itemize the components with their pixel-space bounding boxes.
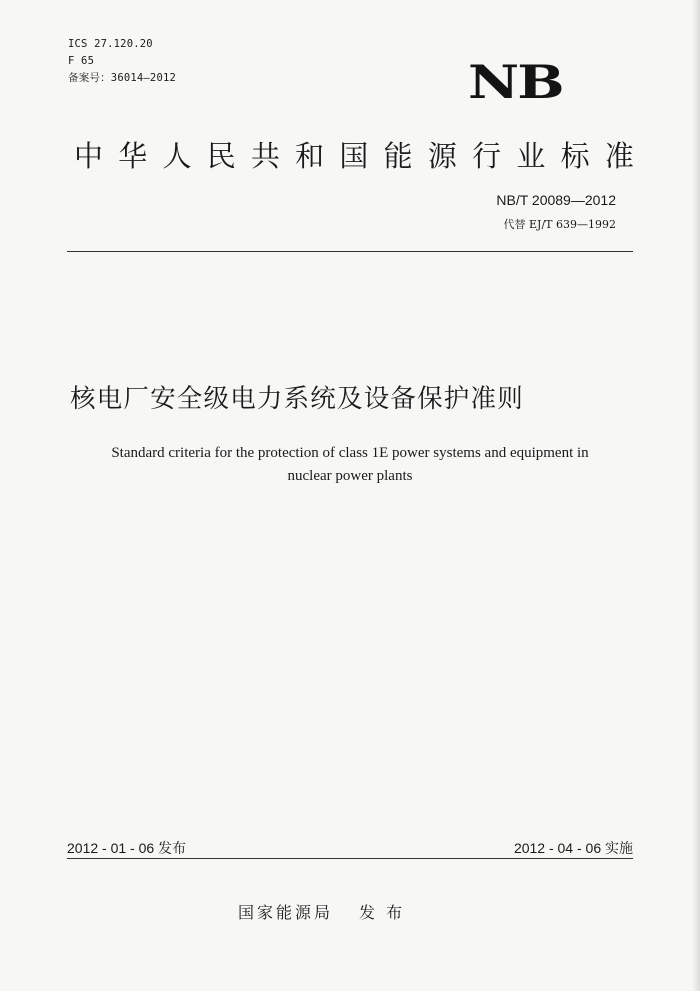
org-char: 华 bbox=[118, 139, 148, 173]
bottom-divider bbox=[67, 858, 633, 859]
standard-number: NB/T 20089—2012 bbox=[496, 192, 616, 208]
title-chinese: 核电厂安全级电力系统及设备保护准则 bbox=[70, 384, 524, 414]
top-divider bbox=[67, 251, 633, 252]
title-english-line-2: nuclear power plants bbox=[287, 468, 413, 484]
org-char: 业 bbox=[516, 139, 546, 173]
org-char: 人 bbox=[162, 139, 192, 173]
publisher-name: 国家能源局 bbox=[238, 903, 334, 922]
title-english bbox=[70, 442, 630, 488]
org-char: 行 bbox=[472, 139, 502, 173]
date-row bbox=[67, 838, 633, 858]
publisher-action: 发 布 bbox=[359, 903, 406, 922]
org-char: 能 bbox=[383, 139, 413, 173]
filing-number: 备案号：36014—2012 bbox=[68, 72, 177, 84]
title-english-line-1: Standard criteria for the protection of class 1E power systems and equipment in bbox=[111, 445, 589, 461]
org-char: 共 bbox=[250, 139, 280, 173]
replaced-standard: 代替 EJ/T 639—1992 bbox=[503, 218, 616, 231]
nb-logo: NB bbox=[468, 55, 563, 110]
issue-date: 2012 - 01 - 06 发布 bbox=[67, 840, 187, 856]
class-code: F 65 bbox=[68, 55, 95, 67]
issuing-body-title bbox=[74, 138, 634, 174]
org-char: 中 bbox=[74, 139, 104, 173]
org-char: 准 bbox=[604, 139, 634, 173]
org-char: 标 bbox=[560, 139, 590, 173]
org-char: 民 bbox=[206, 139, 236, 173]
org-char: 国 bbox=[339, 139, 369, 173]
page-edge-shadow bbox=[692, 0, 700, 991]
effective-date: 2012 - 04 - 06 实施 bbox=[513, 840, 633, 856]
ics-code: ICS 27.120.20 bbox=[68, 38, 153, 50]
org-char: 和 bbox=[295, 139, 325, 173]
org-char: 源 bbox=[427, 139, 457, 173]
publisher-line bbox=[238, 900, 405, 923]
classification-block bbox=[68, 36, 176, 87]
